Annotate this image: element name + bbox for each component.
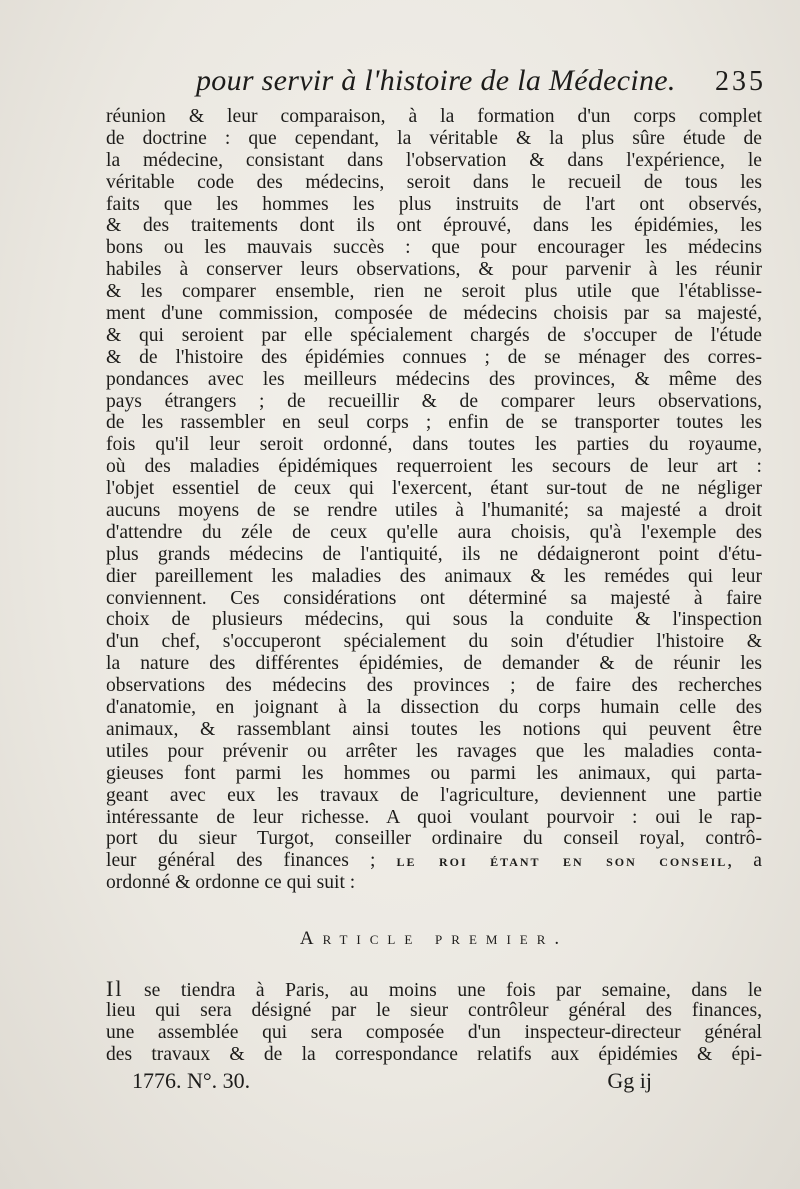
text-line: véritable code des médecins, seroit dans le recueil de tous les xyxy=(106,171,762,193)
text-line: Il se tiendra à Paris, au moins une fois par semaine, dans le xyxy=(106,976,762,1001)
text-line: utiles pour prévenir ou arrêter les ravages que les maladies conta- xyxy=(106,740,762,762)
text-line: & de l'histoire des épidémies connues ; de se ménager des corres- xyxy=(106,346,762,368)
text-run: leur général des finances ; xyxy=(106,850,397,872)
text-line: animaux, & rassemblant ainsi toutes les notions qui peuvent être xyxy=(106,718,762,740)
text-run: , a xyxy=(727,850,762,872)
text-line: des travaux & de la correspondance relatifs aux épidémies & épi- xyxy=(106,1043,762,1065)
king-in-council-phrase: le roi étant en son conseil xyxy=(396,851,728,871)
text-line: la nature des différentes épidémies, de demander & de réunir les xyxy=(106,653,762,675)
text-line: une assemblée qui sera composée d'un inspecteur-directeur général xyxy=(106,1021,762,1043)
page-footer xyxy=(132,1068,652,1098)
text-line: & les comparer ensemble, rien ne seroit plus utile que l'établisse- xyxy=(106,281,762,303)
sheet-mark: Gg ij xyxy=(607,1068,652,1093)
text-line: plus grands médecins de l'antiquité, ils ne dédaigneront point d'étu- xyxy=(106,543,762,565)
text-line: fois qu'il leur seroit ordonné, dans toutes les parties du royaume, xyxy=(106,434,762,456)
text-line: habiles à conserver leurs observations, & pour parvenir à les réunir xyxy=(106,259,762,281)
text-line: pays étrangers ; de recueillir & de comparer leurs observations, xyxy=(106,390,762,412)
page-number: 235 xyxy=(715,66,766,97)
running-title: pour servir à l'histoire de la Médecine. xyxy=(196,64,676,97)
text-line: bons ou les mauvais succès : que pour encourager les médecins xyxy=(106,237,762,259)
text-line: de les rassembler en seul corps ; enfin de se transporter toutes les xyxy=(106,412,762,434)
text-line: pondances avec les meilleurs médecins des provinces, & même des xyxy=(106,368,762,390)
text-line: aucuns moyens de se rendre utiles à l'humanité; sa majesté a droit xyxy=(106,500,762,522)
text-line: gieuses font parmi les hommes ou parmi les animaux, qui parta- xyxy=(106,762,762,784)
text-line: d'anatomie, en joignant à la dissection du corps humain celle des xyxy=(106,697,762,719)
text-line: d'un chef, s'occuperont spécialement du soin d'étudier l'histoire & xyxy=(106,631,762,653)
text-line: d'attendre du zéle de ceux qu'elle aura choisis, qu'à l'exemple des xyxy=(106,521,762,543)
printer-signature: 1776. N°. 30. xyxy=(132,1068,251,1093)
article-heading: Article premier. xyxy=(299,928,569,949)
body-text xyxy=(106,106,762,894)
drop-cap: Il xyxy=(106,976,124,1001)
text-line: & des traitements dont ils ont éprouvé, dans les épidémies, les xyxy=(106,215,762,237)
text-line: dier pareillement les maladies des animaux & les remédes qui leur xyxy=(106,565,762,587)
text-line: port du sieur Turgot, conseiller ordinaire du conseil royal, contrô- xyxy=(106,828,762,850)
text-line: intéressante de leur richesse. A quoi voulant pourvoir : oui le rap- xyxy=(106,806,762,828)
text-line: ordonné & ordonne ce qui suit : xyxy=(106,872,356,894)
text-line: ment d'une commission, composée de médecins choisis par sa majesté, xyxy=(106,303,762,325)
text-line: geant avec eux les travaux de l'agriculture, deviennent une partie xyxy=(106,784,762,806)
text-line: choix de plusieurs médecins, qui sous la conduite & l'inspection xyxy=(106,609,762,631)
text-line: conviennent. Ces considérations ont déterminé sa majesté à faire xyxy=(106,587,762,609)
running-head xyxy=(106,64,766,106)
text-line: observations des médecins des provinces ; de faire des recherches xyxy=(106,675,762,697)
text-line: l'objet essentiel de ceux qui l'exercent, étant sur-tout de ne négliger xyxy=(106,478,762,500)
text-line: de doctrine : que cependant, la véritable & la plus sûre étude de xyxy=(106,127,762,149)
text-line: où des maladies épidémiques requerroient les secours de leur art : xyxy=(106,456,762,478)
text-line: réunion & leur comparaison, à la formation d'un corps complet xyxy=(106,106,762,127)
text-line: lieu qui sera désigné par le sieur contrôleur général des finances, xyxy=(106,999,762,1021)
text-line xyxy=(106,850,762,872)
text-line: la médecine, consistant dans l'observation & dans l'expérience, le xyxy=(106,149,762,171)
article-text xyxy=(106,978,762,1066)
text-line: & qui seroient par elle spécialement chargés de s'occuper de l'étude xyxy=(106,324,762,346)
text-line: faits que les hommes les plus instruits de l'art ont observés, xyxy=(106,193,762,215)
